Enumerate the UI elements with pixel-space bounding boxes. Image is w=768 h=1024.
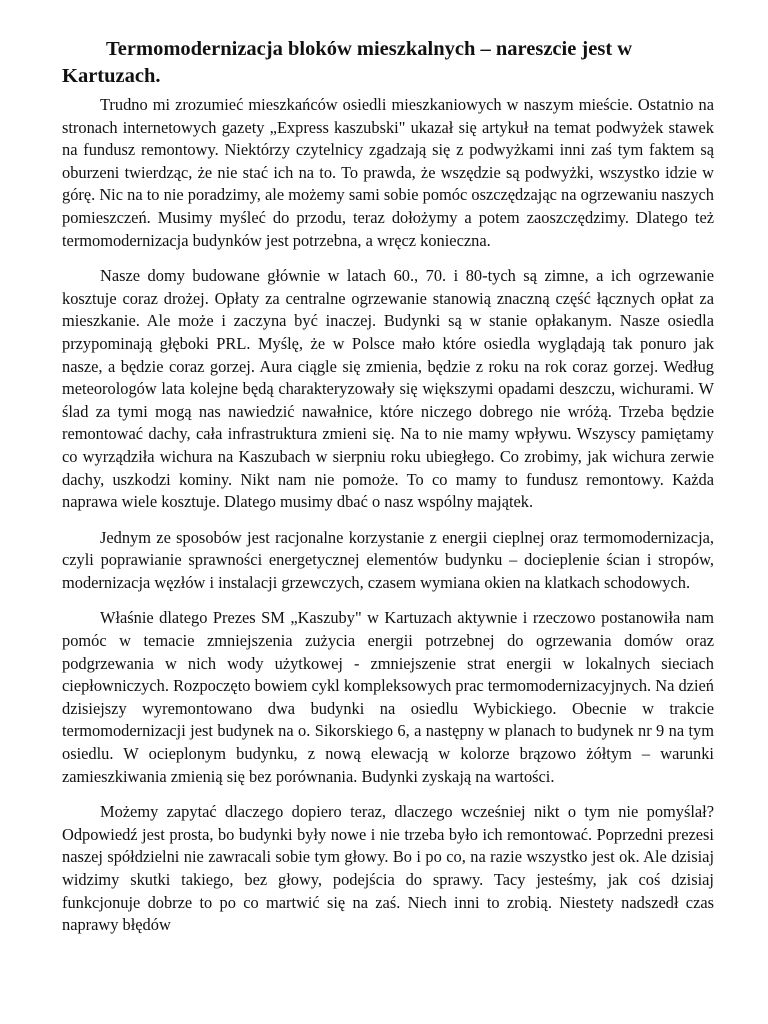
paragraph-1: Trudno mi zrozumieć mieszkańców osiedli mieszkaniowych w naszym mieście. Ostatnio na stronach internetowych gazety „Express kaszubski" ukazał się artykuł na temat podwyżek stawek na fundusz remontowy. Niektórzy czytelnicy zgadzają się z podwyżkami inni zaś tym faktem są oburzeni twierdząc, że nie stać ich na to. To prawda, że wszędzie są podwyżki, wszystko idzie w górę. Nic na to nie poradzimy, ale możemy sami sobie pomóc oszczędzając na ogrzewaniu naszych pomieszczeń. Musimy myśleć do przodu, teraz dołożymy a potem zaoszczędzimy. Dlatego też termomodernizacja budynków jest potrzebna, a wręcz konieczna. bbox=[62, 95, 714, 250]
paragraph-3: Jednym ze sposobów jest racjonalne korzystanie z energii cieplnej oraz termomodernizacja, czyli poprawianie sprawności energetycznej elementów budynku – docieplenie ścian i stropów, modernizacja węzłów i instalacji grzewczych, czasem wymiana okien na klatkach schodowych. bbox=[62, 527, 714, 592]
paragraph-2: Nasze domy budowane głównie w latach 60., 70. i 80-tych są zimne, a ich ogrzewanie kosztuje coraz drożej. Opłaty za centralne ogrzewanie stanowią znaczną część łącznych opłat za mieszkanie. Ale może i zaczyna być inaczej. Budynki są w stanie opłakanym. Nasze osiedla przypominają głęboki PRL. Myślę, że w Polsce mało które osiedla wyglądają tak ponuro jak nasze, a będzie coraz gorzej. Aura ciągle się zmienia, będzie z roku na rok coraz gorzej. Według meteorologów lata kolejne będą charakteryzowały się większymi opadami deszczu, wichurami. W ślad za tymi mogą nas nawiedzić nawałnice, które niczego dobrego nie wróżą. Trzeba będzie remontować dachy, cała infrastruktura zmieni się. Na to nie mamy wpływu. Wszyscy pamiętamy co wyrządziła wichura na Kaszubach w sierpniu roku ubiegłego. Co zrobimy, jak wichura zerwie dachy, uszkodzi kominy. Nikt nam nie pomoże. To co mamy to fundusz remontowy. Każda naprawa wiele kosztuje. Dlatego musimy dbać o nasz wspólny majątek. bbox=[62, 266, 714, 512]
document-page bbox=[62, 36, 714, 950]
paragraph-4: Właśnie dlatego Prezes SM „Kaszuby" w Kartuzach aktywnie i rzeczowo postanowiła nam pomóc w temacie zmniejszenia zużycia energii potrzebnej do ogrzewania domów oraz podgrzewania w nich wody użytkowej - zmniejszenie strat energii w lokalnych sieciach ciepłowniczych. Rozpoczęto bowiem cykl kompleksowych prac termomodernizacyjnych. Na dzień dzisiejszy wyremontowano dwa budynki na osiedlu Wybickiego. Obecnie w trakcie termomodernizacji jest budynek na o. Sikorskiego 6, a następny w planach to budynek nr 9 na tym osiedlu. W ocieplonym budynku, z nową elewacją w kolorze brązowo żółtym – warunki zamieszkiwania zmienią się bez porównania. Budynki zyskają na wartości. bbox=[62, 608, 714, 786]
paragraph-5: Możemy zapytać dlaczego dopiero teraz, dlaczego wcześniej nikt o tym nie pomyślał? Odpowiedź jest prosta, bo budynki były nowe i nie trzeba było ich remontować. Poprzedni prezesi naszej spółdzielni nie zawracali sobie tym głowy. Bo i po co, na razie wszystko jest ok. Ale dzisiaj widzimy skutki takiego, bez głowy, podejścia do sprawy. Tacy jesteśmy, jak coś dzisiaj funkcjonuje dobrze to po co martwić się na zaś. Niech inni to zrobią. Niestety nadszedł czas naprawy błędów bbox=[62, 802, 714, 935]
article-title: Termomodernizacja bloków mieszkalnych – nareszcie jest w Kartuzach. bbox=[62, 38, 633, 87]
